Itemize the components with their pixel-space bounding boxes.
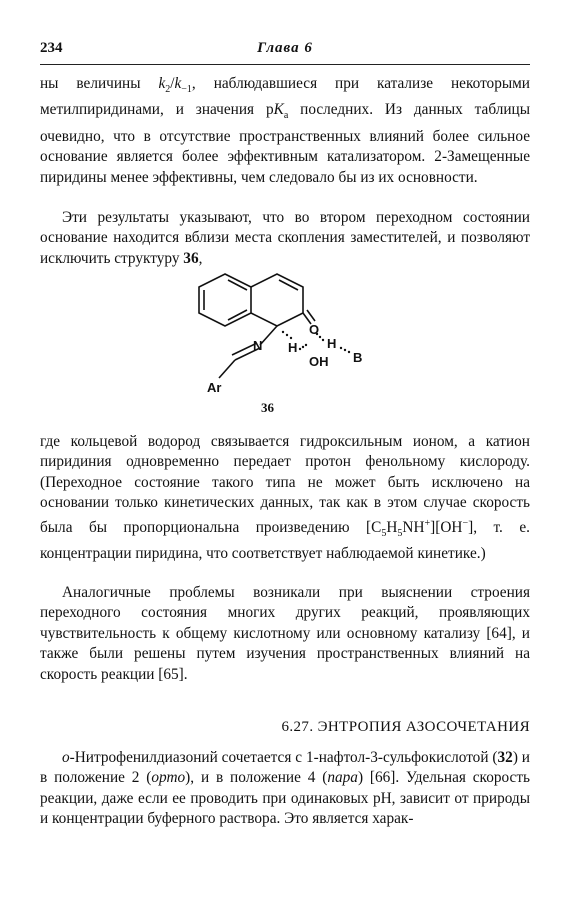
page-header <box>40 40 530 62</box>
atom-o: O <box>309 322 320 337</box>
compound-ref-32: 32 <box>497 749 513 766</box>
orto-word: орто <box>151 769 186 787</box>
atom-oh: OH <box>309 354 329 369</box>
para3-text-c: NH <box>402 518 425 536</box>
atom-h1: H <box>288 340 298 355</box>
para1-text-c: последних. Из данных таблицы очевидно, что в отсутствие пространственных влияний более сильное основание является более эффективным катализатором. 2-Замещенные пиридины менее эффективны, чем следовало бы из их основности. <box>40 101 530 186</box>
structure-label: 36 <box>261 400 274 415</box>
para2-text: Эти результаты указывают, что во втором переходном состоянии основание находится вблизи места скопления заместителей, и позволяют исключить структуру <box>40 209 530 267</box>
para5-text-c: ), и в положение 4 ( <box>185 769 328 787</box>
header-rule <box>40 64 530 65</box>
sup-plus: + <box>424 517 431 529</box>
km1-symbol: k <box>174 75 182 92</box>
para1-text-b: , наблюдавшиеся при катализе некоторыми метилпиридинами, и значения p <box>40 75 530 119</box>
structure-ref-36: 36 <box>183 249 199 267</box>
chapter-title: Глава 6 <box>257 40 313 56</box>
sub-5a: 5 <box>381 527 387 539</box>
para1-text-a: ны величины <box>40 75 159 92</box>
benzene-ring <box>199 274 251 326</box>
ortho-prefix: о <box>62 749 70 766</box>
slash: / <box>170 75 175 92</box>
atom-n: N <box>253 338 263 353</box>
section-heading: 6.27. ЭНТРОПИЯ АЗОСОЧЕТАНИЯ <box>281 719 530 735</box>
para5-text-b: ) и в положение 2 ( <box>40 749 530 787</box>
sup-minus: − <box>462 517 469 529</box>
para3-text-d: ][OH <box>430 518 463 536</box>
k2-subscript: 2 <box>165 84 171 96</box>
para5-text-d: ) [66]. Удельная скорость реакции, даже если ее проводить при одинаковых pH, зависит от природы и концентрации буферного раствора. Это является харак- <box>40 769 530 828</box>
para4-text: Аналогичные проблемы возникали при выяснении строения переходного состояния многих других реакций, проявляющих чувствительность к общему кислотному или основному катализу [64], и также были решены путем изучения пространственных влияний на скорость реакции [65]. <box>40 584 530 683</box>
page-number: 234 <box>40 40 63 56</box>
paragraph-2 <box>40 208 530 269</box>
para5-text-a: -Нитрофенилдиазоний сочетается с 1-нафтол-3-сульфокислотой ( <box>69 749 498 766</box>
paragraph-1 <box>40 74 530 188</box>
para2-tail: , <box>198 249 203 267</box>
para3-text-a: где кольцевой водород связывается гидроксильным ионом, а катион пиридиния одновременно передает протон фенольному кислороду. (Переходное состояние такого типа не может быть исключено на основании только кинетических данных, так как в этом случае скорость была бы пропорциональна произведению [C <box>40 433 530 536</box>
paragraph-5 <box>40 748 530 830</box>
km1-subscript: −1 <box>181 84 192 96</box>
atom-h2: H <box>327 336 337 351</box>
atom-ar: Ar <box>207 380 222 395</box>
para3-text-e: ], т. е. концентрации пиридина, что соответствует наблюдаемой кинетике.) <box>40 518 530 563</box>
ka-symbol: K <box>273 101 284 119</box>
paragraph-4 <box>40 583 530 685</box>
para3-text-b: H <box>386 518 398 536</box>
k2-symbol: k <box>158 75 166 92</box>
paragraph-3 <box>40 432 530 565</box>
atom-b: B <box>353 350 363 365</box>
sub-5b: 5 <box>397 527 403 539</box>
ka-subscript: a <box>283 110 289 122</box>
ketone-ring <box>251 274 303 326</box>
para-word: пара <box>327 769 358 787</box>
chemical-structure-36 <box>195 268 375 396</box>
